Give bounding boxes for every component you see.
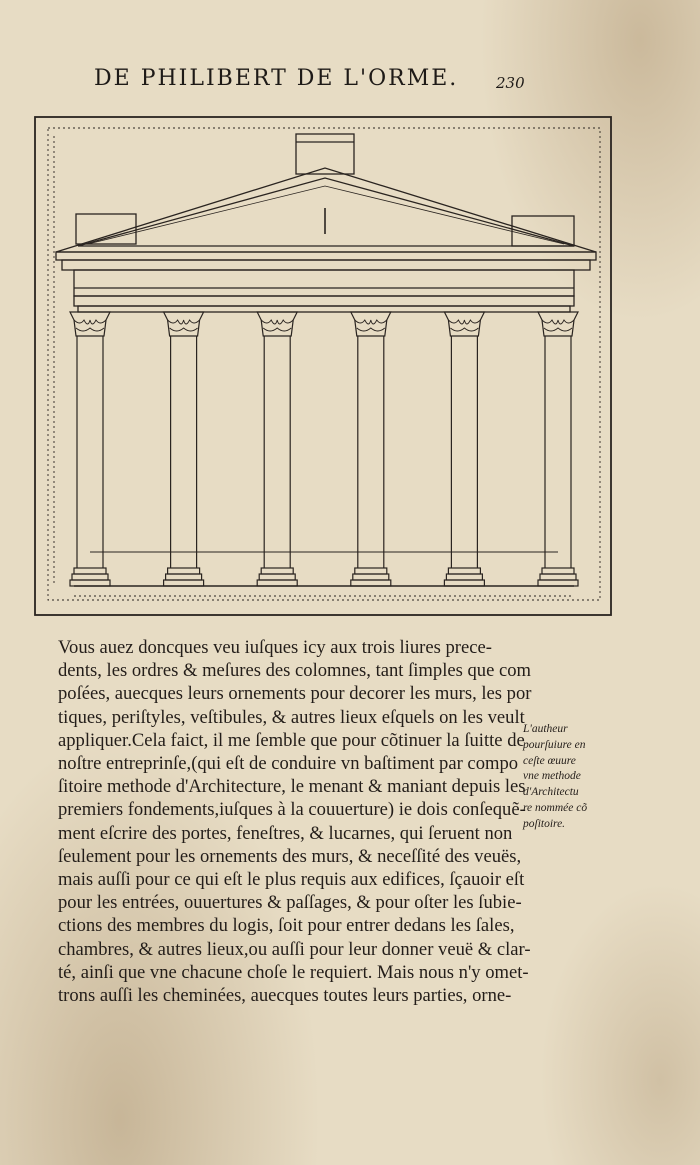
body-paragraph [58,636,532,1007]
illustration-frame [35,117,611,615]
text-line: té, ainſi que vne chacune choſe le requiert. Mais nous n'y omet- [58,961,529,983]
text-line: ſitoire methode d'Architecture, le menant & maniant depuis les [58,776,526,798]
pediment [56,168,596,252]
corinthian-column [538,312,578,586]
temple-front-illustration [34,116,612,616]
margin-note-line: poſitoire. [523,817,566,830]
text-line: appliquer.Cela faict, il me ſemble que pour cõtinuer la ſuitte de [58,729,525,751]
text-line: premiers fondements,iuſques à la couuerture) ie dois conſequẽ- [58,799,526,821]
margin-note-line: d'Architectu [523,786,579,799]
corinthian-column [70,312,110,586]
margin-note-line: L'autheur [523,723,568,735]
text-line: chambres, & autres lieux,ou auſſi pour leur donner veuë & clar- [58,938,531,960]
cornice [56,252,596,260]
margin-note [523,722,643,833]
text-line: dents, les ordres & meſures des colomnes, tant ſimples que com [58,660,532,682]
running-title: DE PHILIBERT DE L'ORME. [94,66,459,91]
margin-note-line: vne methode [523,770,581,783]
text-line: ctions des membres du logis, ſoit pour entrer dedans les ſales, [58,915,515,937]
margin-note-line: pourſuiure en [523,738,586,751]
corinthian-column [164,312,204,586]
text-line: tiques, periſtyles, veſtibules, & autres lieux eſquels on les veult [58,706,525,728]
page-number: 230 [496,74,525,92]
text-line: Vous auez doncques veu iuſques icy aux trois liures prece- [58,637,492,658]
margin-note-line: re nommée cõ [523,801,588,814]
margin-note-line: ceſte œuure [523,754,576,767]
text-line: pour les entrées, ouuertures & paſſages, & pour oſter les ſubie- [58,892,522,914]
corinthian-column [257,312,297,586]
text-line: mais auſſi pour ce qui eſt le plus requis aux edifices, ſçauoir eſt [58,869,525,891]
text-line: ment eſcrire des portes, feneſtres, & lucarnes, qui ſeruent non [58,822,513,844]
entablature [74,270,574,296]
text-line: trons auſſi les cheminées, auecques toutes leurs parties, orne- [58,985,512,1007]
text-line: noſtre entreprinſe,(qui eſt de conduire vn baſtiment par compo [58,753,519,775]
construction-frame [48,128,600,600]
text-line: poſées, auecques leurs ornements pour decorer les murs, les por [58,683,532,705]
corinthian-column [351,312,391,586]
corinthian-column [444,312,484,586]
text-line: ſeulement pour les ornements des murs, & neceſſité des veuës, [58,845,522,867]
